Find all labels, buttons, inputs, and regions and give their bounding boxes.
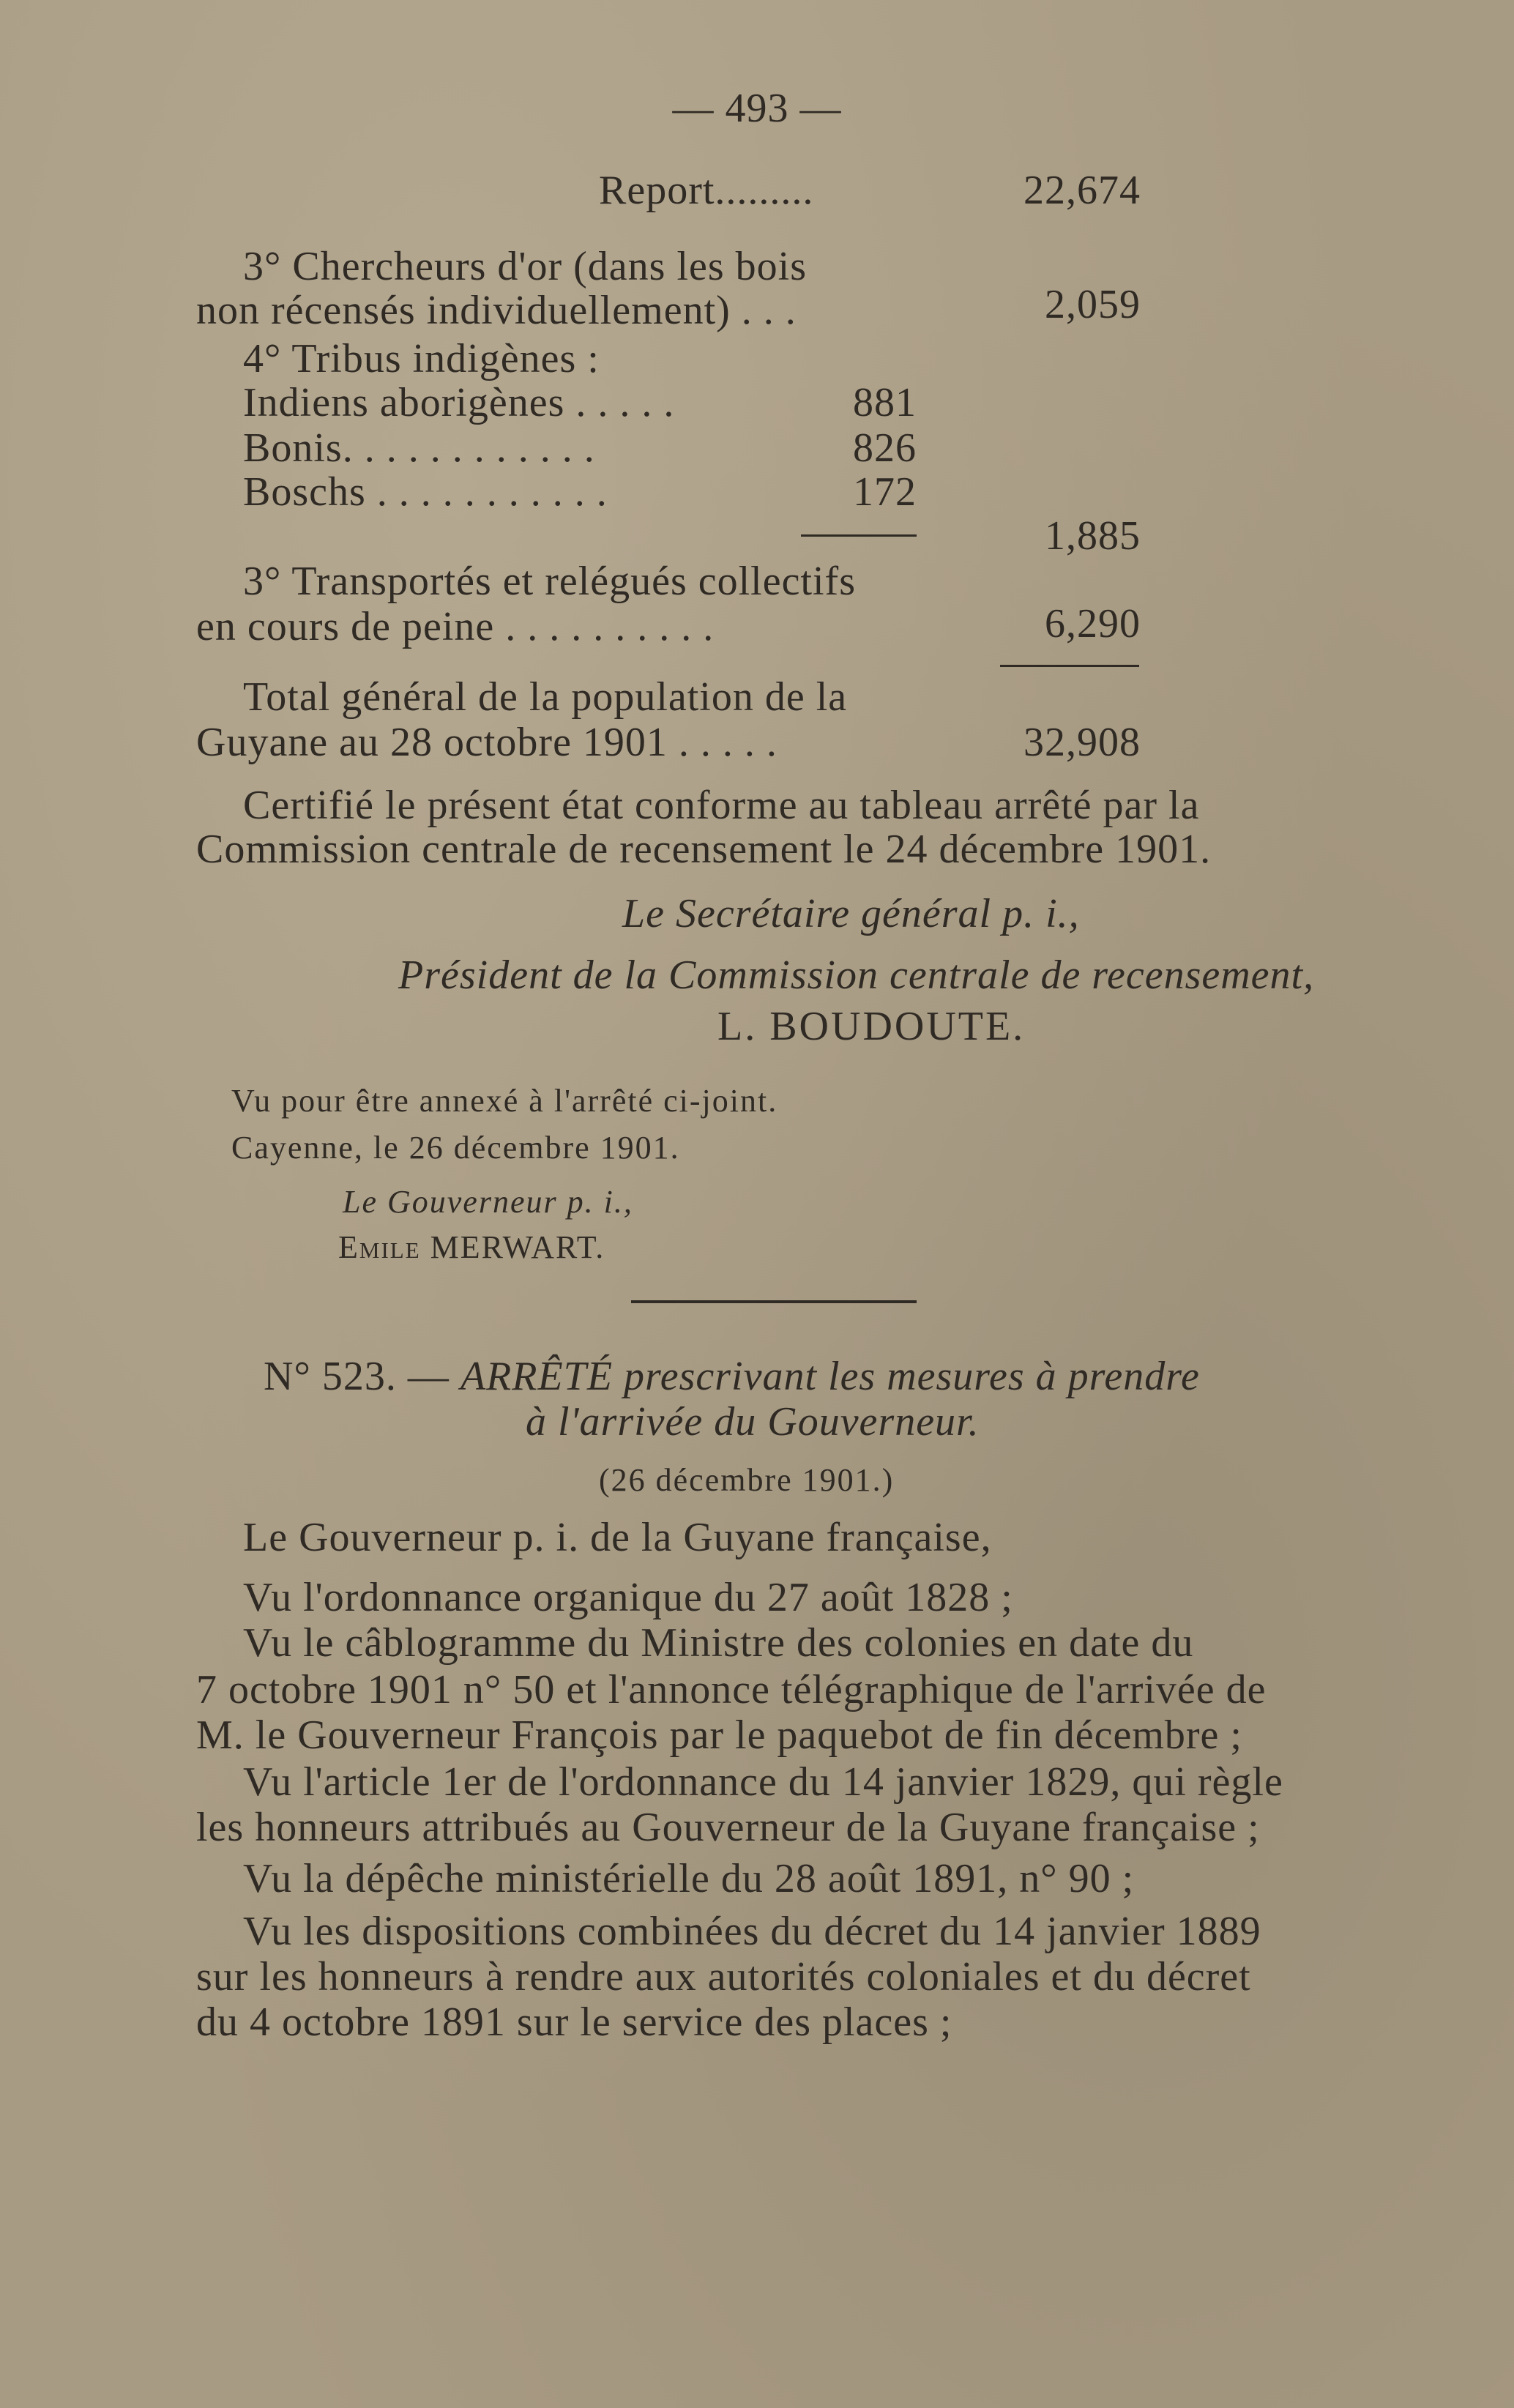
- item5-line1: 3° Transportés et relégués collectifs: [243, 559, 856, 604]
- total-line2: Guyane au 28 octobre 1901 . . . . .: [196, 720, 777, 765]
- annex-line2: Cayenne, le 26 décembre 1901.: [231, 1130, 680, 1166]
- body-line: sur les honneurs à rendre aux autorités coloniales et du décret: [196, 1954, 1251, 1999]
- page-number: — 493 —: [672, 86, 842, 131]
- body-line: Le Gouverneur p. i. de la Guyane française,: [243, 1515, 992, 1560]
- body-line: Vu l'ordonnance organique du 27 août 1828 ;: [243, 1575, 1013, 1620]
- tribe-value: 881: [853, 380, 917, 425]
- item5-value: 6,290: [1045, 601, 1141, 646]
- arrete-title-line2: à l'arrivée du Gouverneur.: [526, 1399, 980, 1445]
- tribe-row: [243, 425, 595, 471]
- body-line: du 4 octobre 1891 sur le service des places ;: [196, 1999, 952, 2045]
- tribe-label: Indiens aborigènes: [243, 380, 565, 425]
- body-line: M. le Gouverneur François par le paquebot de fin décembre ;: [196, 1712, 1242, 1758]
- body-line: Vu le câblogramme du Ministre des colonies en date du: [243, 1620, 1194, 1666]
- tribe-value: 172: [853, 469, 917, 515]
- tribe-value: 826: [853, 425, 917, 471]
- body-line: Vu la dépêche ministérielle du 28 août 1891, n° 90 ;: [243, 1856, 1135, 1901]
- report-text: Report: [599, 168, 715, 213]
- body-line: 7 octobre 1901 n° 50 et l'annonce télégraphique de l'arrivée de: [196, 1667, 1267, 1712]
- item3-line1: 3° Chercheurs d'or (dans les bois: [243, 244, 807, 289]
- governor-title: Le Gouverneur p. i.,: [343, 1184, 633, 1220]
- tribe-dots: . . . . . . . . . . .: [365, 469, 608, 515]
- arrete-number: N° 523. —: [264, 1354, 450, 1399]
- subtotal-rule: [801, 534, 917, 537]
- certified-line2: Commission centrale de recensement le 24 décembre 1901.: [196, 827, 1212, 872]
- item5-line2: en cours de peine . . . . . . . . . .: [196, 604, 715, 649]
- arrete-date: (26 décembre 1901.): [599, 1462, 895, 1498]
- total-value: 32,908: [1023, 720, 1141, 765]
- tribes-total: 1,885: [1045, 513, 1141, 559]
- arrete-title-line1: ARRÊTÉ prescrivant les mesures à prendre: [460, 1354, 1200, 1399]
- report-label: [599, 167, 813, 214]
- tribe-dots: . . . . . . . . . . . .: [342, 425, 595, 471]
- report-dots: .........: [715, 168, 814, 213]
- item3-value: 2,059: [1045, 282, 1141, 327]
- annex-line1: Vu pour être annexé à l'arrêté ci-joint.: [231, 1083, 778, 1119]
- body-line: Vu les dispositions combinées du décret du 14 janvier 1889: [243, 1909, 1261, 1954]
- tribe-row: [243, 379, 674, 426]
- governor-name: Emile MERWART.: [338, 1229, 605, 1265]
- president-title: Président de la Commission centrale de recensement,: [398, 953, 1315, 998]
- tribe-row: [243, 469, 608, 515]
- report-value: 22,674: [1023, 168, 1141, 213]
- total-line1: Total général de la population de la: [243, 674, 848, 720]
- item3-line2: non récensés individuellement) . . .: [196, 288, 797, 333]
- president-name: L. BOUDOUTE.: [717, 1004, 1026, 1049]
- tribe-label: Boschs: [243, 469, 366, 515]
- section-divider: [631, 1300, 917, 1303]
- arrete-heading: [264, 1353, 1200, 1400]
- certified-line1: Certifié le présent état conforme au tableau arrêté par la: [243, 783, 1200, 828]
- item4-heading: 4° Tribus indigènes :: [243, 336, 600, 381]
- tribe-label: Bonis: [243, 425, 343, 471]
- body-line: Vu l'article 1er de l'ordonnance du 14 janvier 1829, qui règle: [243, 1759, 1283, 1805]
- total-rule: [1000, 665, 1139, 667]
- secretary-title: Le Secrétaire général p. i.,: [622, 891, 1080, 936]
- tribe-dots: . . . . .: [564, 380, 675, 425]
- body-line: les honneurs attribués au Gouverneur de la Guyane française ;: [196, 1805, 1260, 1850]
